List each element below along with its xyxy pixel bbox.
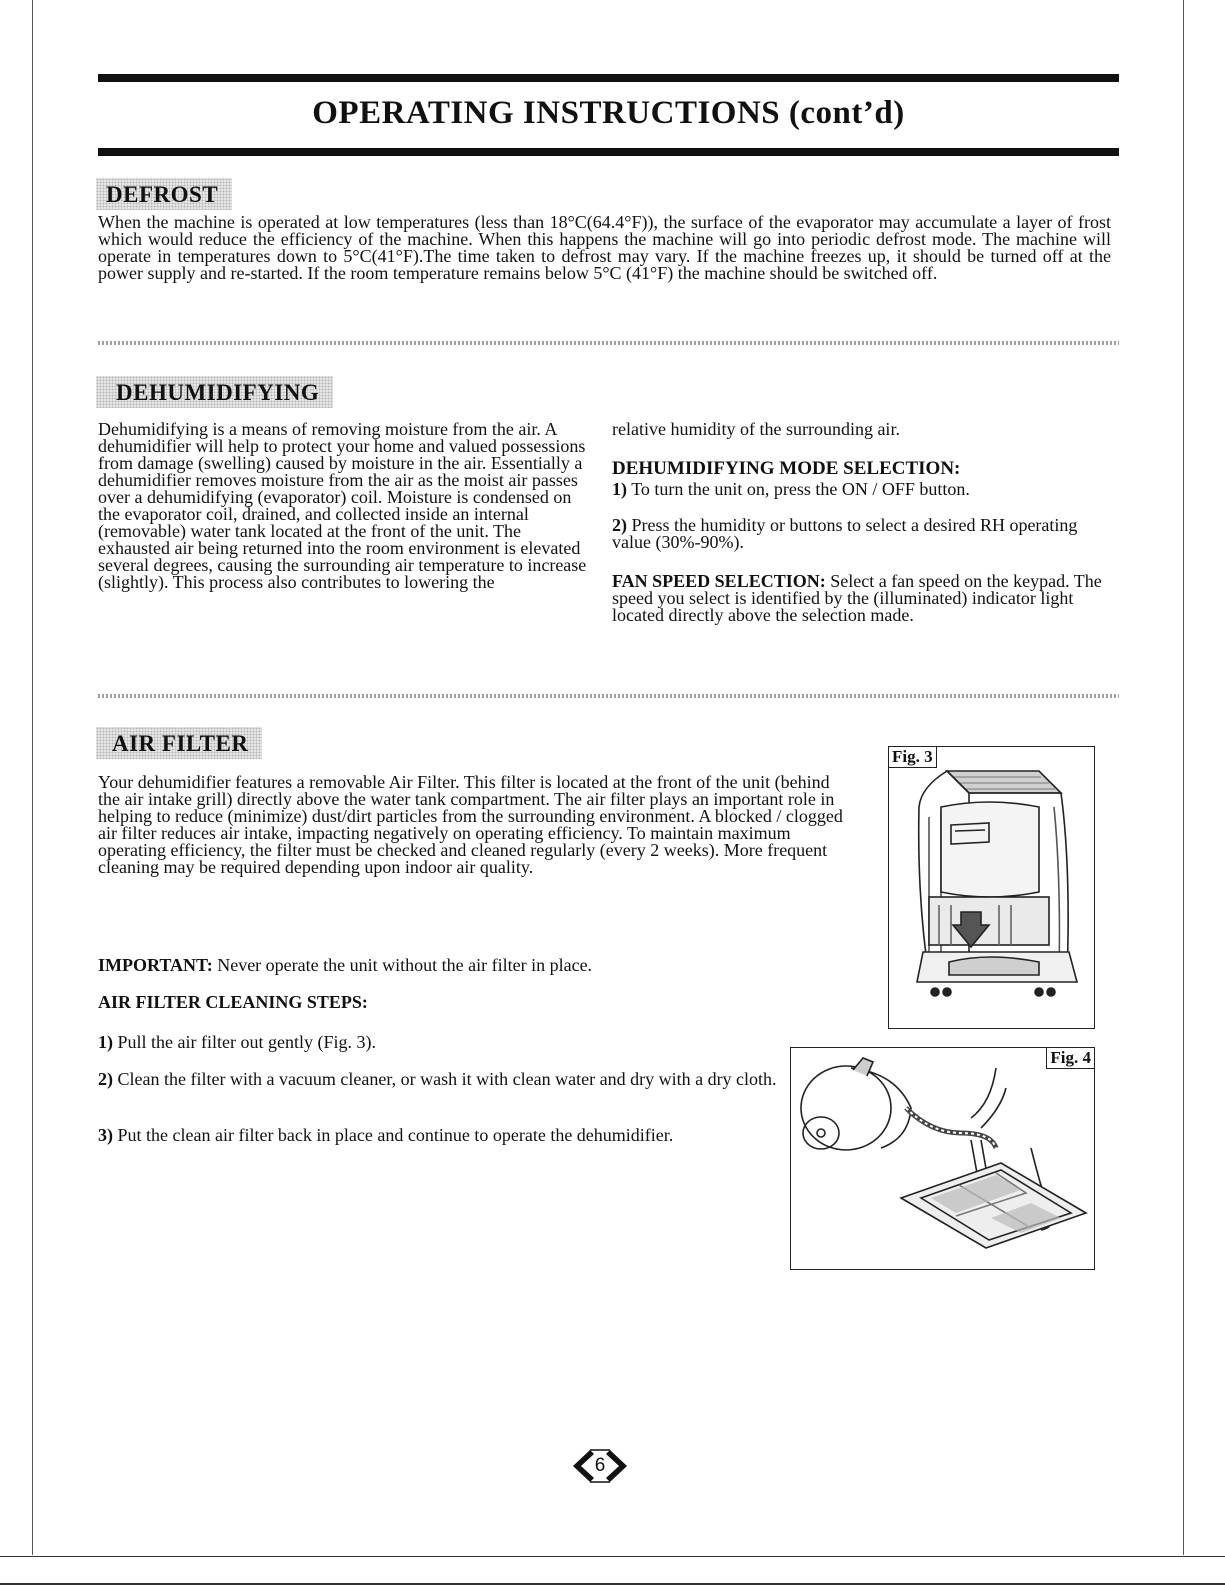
title-rule-bottom — [98, 148, 1119, 156]
cleaning-step-3-number: 3) — [98, 1125, 113, 1145]
mode-step-2-number: 2) — [612, 515, 627, 535]
dehumidifying-text-cont: relative humidity of the surrounding air. — [612, 419, 900, 439]
mode-step-1 — [612, 481, 1112, 498]
dehumidifier-drawing-icon — [889, 747, 1094, 1028]
fan-speed-selection — [612, 573, 1112, 624]
mode-step-2-text: Press the humidity or buttons to select a desired RH operating value (30%-90%). — [612, 515, 1078, 552]
air-filter-heading: AIR FILTER — [96, 727, 262, 759]
air-filter-text: Your dehumidifier features a removable Air Filter. This filter is located at the front of the unit (behind the air intake grill) directly above the water tank compartment. The air filter plays an important role in helping to reduce (minimize) dust/dirt particles from the surrounding environment. A blocked / clogged air filter reduces air intake, impacting negatively on operating efficiency. To maintain maximum operating efficiency, the filter must be checked and cleaned regularly (every 2 weeks). More frequent cleaning may be required depending upon indoor air quality. — [98, 772, 843, 877]
fig-3-label: Fig. 3 — [888, 746, 937, 768]
page-title: OPERATING INSTRUCTIONS (cont’d) — [312, 95, 905, 131]
cleaning-step-1-number: 1) — [98, 1032, 113, 1052]
important-label: IMPORTANT: — [98, 955, 213, 975]
cleaning-steps-heading: AIR FILTER CLEANING STEPS: — [98, 992, 368, 1012]
important-text: Never operate the unit without the air filter in place. — [217, 955, 593, 975]
cleaning-step-3 — [98, 1127, 738, 1144]
defrost-heading: DEFROST — [96, 178, 232, 210]
page-frame-right — [1183, 0, 1184, 1555]
fan-speed-text: Select a fan speed on the keypad. The speed you select is identified by the (illuminated) indicator light located directly above the selection made. — [612, 571, 1102, 625]
section-divider — [98, 341, 1119, 345]
cleaning-step-1-text: Pull the air filter out gently (Fig. 3). — [117, 1032, 376, 1052]
fan-speed-label: FAN SPEED SELECTION: — [612, 571, 826, 591]
page-frame-bottom — [0, 1556, 1225, 1557]
page-number-badge — [570, 1446, 630, 1486]
dehumidifying-heading: DEHUMIDIFYING — [96, 376, 333, 408]
cleaning-step-2-text: Clean the filter with a vacuum cleaner, or wash it with clean water and dry with a dry cloth. — [117, 1069, 777, 1089]
fig-4-vacuum-filter-illustration — [790, 1047, 1095, 1270]
section-divider — [98, 694, 1119, 698]
mode-step-1-text: To turn the unit on, press the ON / OFF button. — [631, 479, 970, 499]
dehumidifying-text: Dehumidifying is a means of removing moisture from the air. A dehumidifier will help to protect your home and valued possessions from damage (swelling) caused by moisture in the air. Essentially a dehumidifier removes moisture from the air as the moist air passes over a dehumidifying (evaporator) coil. Moisture is condensed on the evaporator coil, drained, and collected inside an internal (removable) water tank located at the front of the unit. The exhausted air being returned into the room environment is elevated several degrees, causing the surrounding air temperature to increase (slightly). This process also contributes to lowering the — [98, 419, 587, 592]
defrost-text: When the machine is operated at low temperatures (less than 18°C(64.4°F)), the surface of the evaporator may accumulate a layer of frost which would reduce the efficiency of the machine. When this happens the machine will go into periodic defrost mode. The machine will operate in temperatures down to 5°C(41°F).The time taken to defrost may vary. If the machine freezes up, it should be turned off at the power supply and re-started. If the room temperature remains below 5°C (41°F) the machine should be switched off. — [98, 212, 1111, 283]
cleaning-step-2 — [98, 1071, 778, 1088]
title-rule-top — [98, 74, 1119, 82]
fig-4-label: Fig. 4 — [1046, 1047, 1095, 1069]
mode-step-2 — [612, 517, 1092, 551]
page-frame-left — [32, 0, 33, 1555]
vacuum-cleaner-drawing-icon — [791, 1048, 1094, 1269]
page-number: 6 — [594, 1455, 606, 1476]
important-note — [98, 957, 843, 974]
mode-step-1-number: 1) — [612, 479, 627, 499]
cleaning-step-3-text: Put the clean air filter back in place and continue to operate the dehumidifier. — [117, 1125, 674, 1145]
mode-selection-heading: DEHUMIDIFYING MODE SELECTION: — [612, 458, 961, 479]
cleaning-step-1 — [98, 1034, 778, 1051]
fig-3-dehumidifier-illustration — [888, 746, 1095, 1029]
cleaning-step-2-number: 2) — [98, 1069, 113, 1089]
